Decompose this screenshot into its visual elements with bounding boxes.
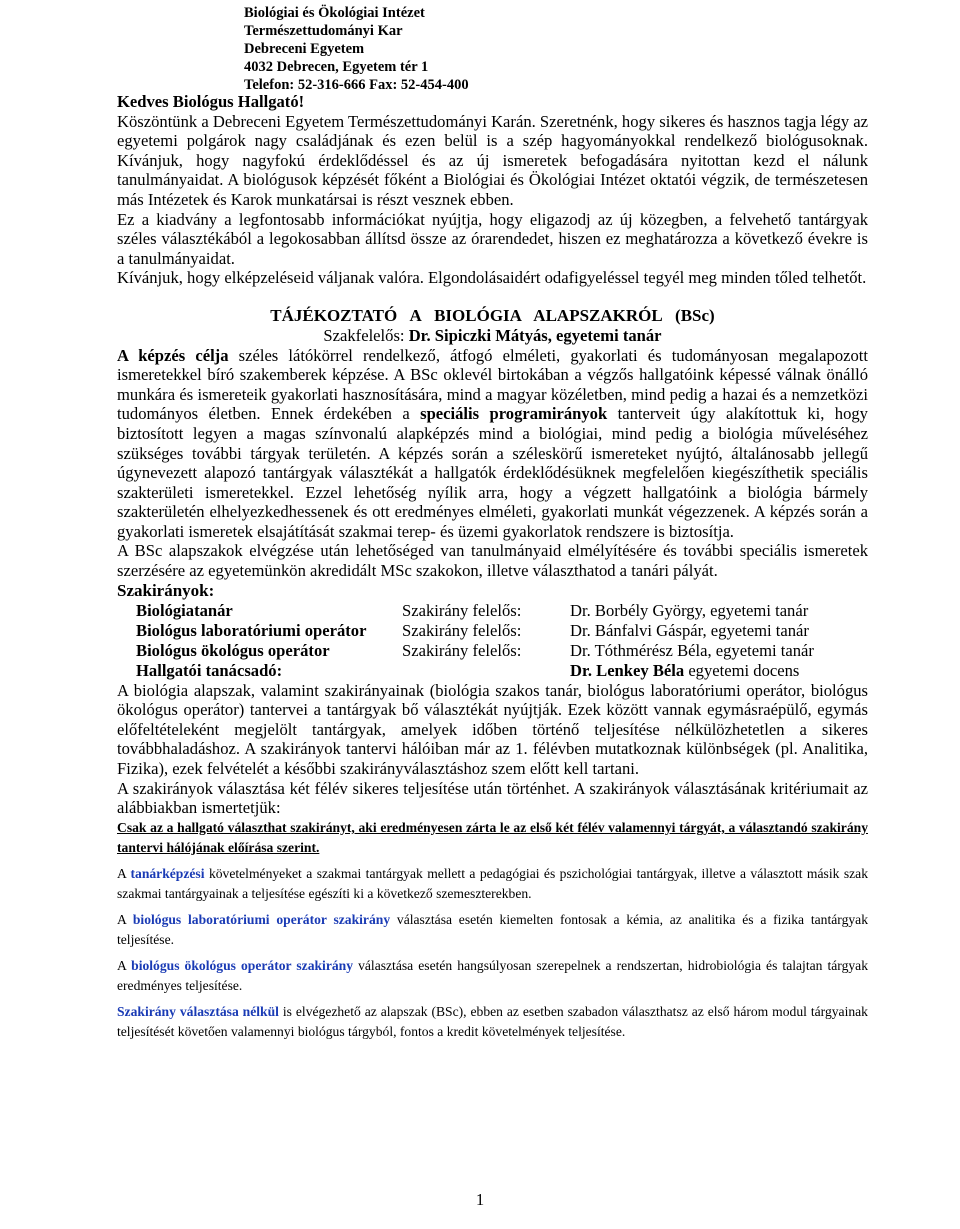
selection-rule: Csak az a hallgató választhat szakirányt, aki eredményesen zárta le az első két félév valamennyi tárgyát, a választandó szakirány tantervi hálójának előírása szerint. (117, 819, 868, 855)
spec-person: Dr. Borbély György, egyetemi tanár (570, 600, 809, 620)
document-body (117, 92, 868, 1042)
intro-paragraph-3: Kívánjuk, hogy elképzeléseid váljanak valóra. Elgondolásaidért odafigyeléssel tegyél meg minden tőled telhetőt. (117, 268, 867, 288)
table-row (136, 621, 814, 641)
bsc-paragraph: A BSc alapszakok elvégzése után lehetőséged van tanulmányaid elmélyítésére és további speciális ismeretek szerzésére az egyetemünkön akredidált MSc szakokon, illetve választhatod a tanári pályát. (117, 541, 868, 581)
section-title: TÁJÉKOZTATÓ A BIOLÓGIA ALAPSZAKRÓL (BSc) (270, 305, 715, 325)
advisor-title: egyetemi docens (684, 660, 800, 680)
selection-paragraph: A szakirányok választása két félév sikeres teljesítése után történhet. A szakirányok választásának kritériumait az alábbiakban ismertetjük: (117, 778, 868, 818)
advisor-person (570, 661, 814, 681)
header-line: Debreceni Egyetem (244, 41, 365, 57)
header-line: Telefon: 52-316-666 Fax: 52-454-400 (244, 77, 469, 93)
spec-person: Dr. Tóthmérész Béla, egyetemi tanár (570, 640, 814, 660)
spec-name: Biológus laboratóriumi operátor (136, 620, 367, 640)
note-no-specialization: Szakirány választása nélkül is elvégezhető az alapszak (BSc), ebben az esetben szabadon választhatsz az első három modul tárgyainak teljesítését követően valamennyi biológus tárgyból, fontos a kredit követelmények teljesítése. (117, 1003, 868, 1039)
training-goal-label: A képzés célja (117, 345, 229, 365)
spec-name: Biológus ökológus operátor (136, 640, 330, 660)
table-row (136, 661, 814, 681)
highlight-ecology-operator: biológus ökológus operátor szakirány (131, 957, 354, 973)
training-goal-paragraph: A képzés célja széles látókörrel rendelkező, átfogó elméleti, gyakorlati és tudományosan megalapozott ismeretekkel bíró szakemberek képzése. A BSc oklevél birtokában a végzős hallgatóink képessé válnak önálló munkára és ismereteik gyakorlati hasznosítására, mind a magyar közéletben, mind pedig a hazai és a nemzetközi tudományos életben. Ennek érdekében a speciális programirányok tanterveit úgy alakítottuk ki, hogy biztosított legyen a magas színvonalú alapképzés mind a biológiai, mind pedig a biológia műveléséhez szükséges további tárgyak területén. A képzés során a széleskörű ismereteket nyújtó, általánosabb jellegű úgynevezett alapozó tantárgyak választékát a hallgatók érdeklődésüknek megfelelően kiegészíthetik speciális szakterületi ismeretekkel. Ezzel lehetőség nyílik arra, hogy a végzett hallgatóink a biológia bármely szakterületén elhelyezkedhessenek és ott eredményes elméleti, gyakorlati munkát végezzenek. A képzés során a gyakorlati ismeretek elsajátítását szakmai terep- és üzemi gyakorlatok rendszere is biztosítja. (117, 345, 868, 541)
highlight-lab-operator: biológus laboratóriumi operátor szakirány (132, 911, 391, 927)
spec-role: Szakirány felelős: (402, 600, 522, 620)
responsible-label: Szakfelelős: (323, 325, 405, 345)
advisor-label: Hallgatói tanácsadó: (136, 660, 283, 680)
table-row (136, 641, 814, 661)
highlight-no-specialization: Szakirány választása nélkül (117, 1003, 279, 1019)
intro-paragraph-2: Ez a kiadvány a legfontosabb információkat nyújtja, hogy eligazodj az új közegben, a felvehető tantárgyak széles választékából a legokosabban állítsd össze az órarendedet, hiszen ez meghatározza a következő évekre is a tanulmányaidat. (117, 209, 868, 268)
header-line: 4032 Debrecen, Egyetem tér 1 (244, 59, 429, 75)
program-responsible (117, 326, 868, 346)
responsible-name: Dr. Sipiczki Mátyás, egyetemi tanár (408, 325, 662, 345)
intro-paragraph-1: Köszöntünk a Debreceni Egyetem Természettudományi Karán. Szeretnénk, hogy sikeres és hasznos tagja légy az egyetemi polgárok nagy családjának és ezen belül is a szép hagyományokkal rendelkező biológusoknak. Kívánjuk, hogy nagyfokú érdeklődéssel és az új ismeretek befogadására nyitottan kezd el nálunk tanulmányaidat. A biológusok képzését főként a Biológiai és Ökológiai Intézet oktatói végzik, de természetesen más Intézetek és Karok munkatársai is részt vesznek ebben. (117, 111, 868, 209)
table-row (136, 601, 814, 621)
note-teacher-training: A tanárképzési követelményeket a szakmai tantárgyak mellett a pedagógiai és pszichológiai tantárgyak, illetve a választott másik szak szakmai tantárgyainak a teljesítése egészíti ki a következő szemeszterekben. (117, 865, 868, 901)
header-line: Biológiai és Ökológiai Intézet (244, 5, 425, 21)
page-number: 1 (475, 1190, 485, 1209)
institute-header (244, 4, 664, 94)
specializations-heading: Szakirányok: (117, 580, 215, 600)
spec-role: Szakirány felelős: (402, 640, 522, 660)
greeting: Kedves Biológus Hallgató! (117, 92, 305, 111)
specializations-table (136, 601, 814, 681)
header-line: Természettudományi Kar (244, 23, 403, 39)
spec-person: Dr. Bánfalvi Gáspár, egyetemi tanár (570, 620, 809, 640)
note-lab-operator: A biológus laboratóriumi operátor szakirány választása esetén kiemelten fontosak a kémia, az analitika és a fizika tantárgyak teljesítése. (117, 911, 868, 947)
spec-role: Szakirány felelős: (402, 620, 522, 640)
note-ecology-operator: A biológus ökológus operátor szakirány választása esetén hangsúlyosan szerepelnek a rendszertan, hidrobiológia és talajtan tárgyak eredményes teljesítése. (117, 957, 869, 993)
curriculum-paragraph: A biológia alapszak, valamint szakirányainak (biológia szakos tanár, biológus laboratóriumi operátor, biológus ökológus operátor) tantervei a tantárgyak bő választékát nyújtják. Ezek között vannak egymásraépülő, egymás előfeltételeként megjelölt tantárgyak, amelyek időben történő teljesítése nélkülözhetetlen a sikeres továbbhaladáshoz. A szakirányok tantervi hálóiban már az 1. félévben mutatkoznak különbségek (pl. Analitika, Fizika), ezek felvételét a későbbi szakirányválasztáshoz szem előtt kell tartani. (117, 680, 868, 779)
special-programs-label: speciális programirányok (420, 404, 608, 424)
advisor-name: Dr. Lenkey Béla (570, 660, 685, 680)
spec-name: Biológiatanár (136, 600, 233, 620)
highlight-teacher-training: tanárképzési (130, 865, 205, 881)
